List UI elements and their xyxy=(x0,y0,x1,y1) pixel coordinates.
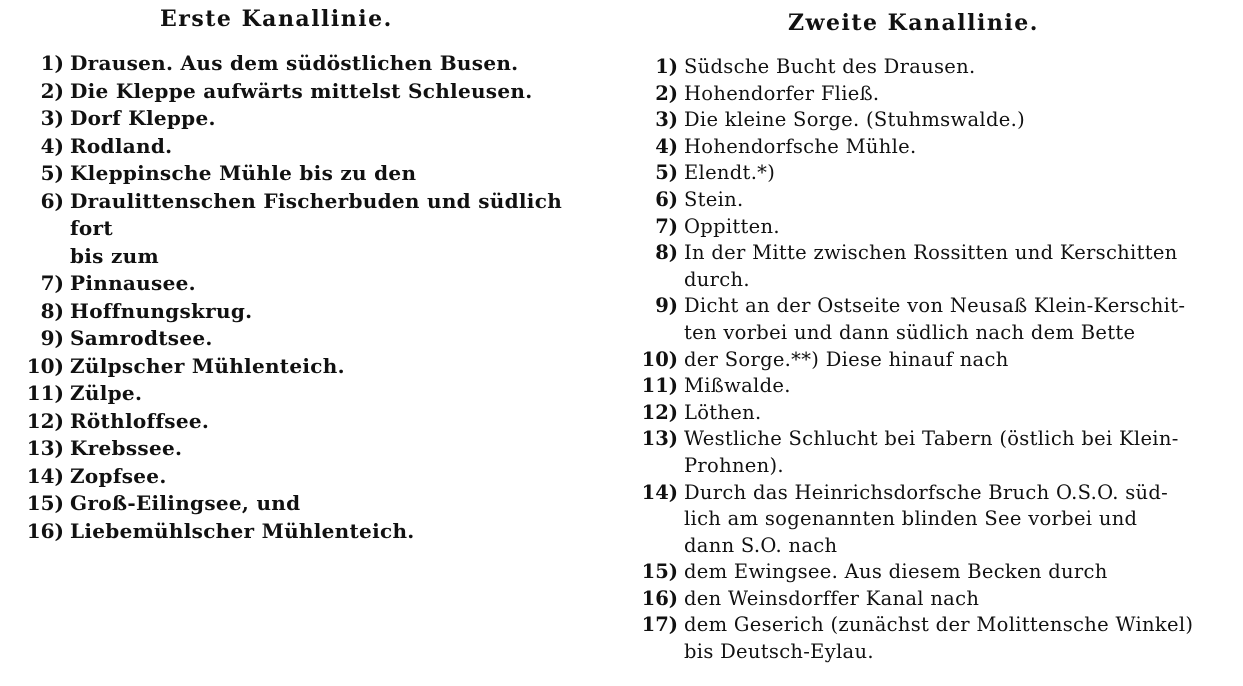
list-item xyxy=(8,105,608,133)
list-item xyxy=(636,134,1226,161)
item-text: Dorf Kleppe. xyxy=(70,106,216,130)
item-number: 9) xyxy=(655,294,678,318)
item-text: Mißwalde. xyxy=(684,374,791,398)
item-text: Dicht an der Ostseite von Neusaß Klein-Kerschit- ten vorbei und dann südlich nach dem Bette xyxy=(684,294,1186,344)
item-text: Rodland. xyxy=(70,133,173,158)
item-text: Draulittenschen Fischerbuden und südlich fort bis zum xyxy=(70,188,563,268)
list-item xyxy=(8,380,608,408)
item-number: 17) xyxy=(641,613,678,637)
item-number: 15) xyxy=(26,491,64,515)
item-number: 3) xyxy=(40,106,64,130)
item-text: Samrodtsee. xyxy=(70,326,213,350)
item-text: dem Geserich (zunächst der Molittensche Winkel) bis Deutsch-Eylau. xyxy=(684,613,1194,664)
item-text: Oppitten. xyxy=(684,214,780,238)
list-item xyxy=(8,188,608,271)
item-number: 14) xyxy=(26,463,64,488)
list-item xyxy=(8,298,608,326)
list-item xyxy=(636,559,1226,586)
item-text: Krebssee. xyxy=(70,436,183,460)
list-item xyxy=(8,160,608,188)
list-item xyxy=(8,325,608,353)
item-text: Stein. xyxy=(684,187,744,211)
item-number: 1) xyxy=(655,55,678,78)
list-item xyxy=(636,480,1226,560)
list-item xyxy=(8,133,608,161)
list-item xyxy=(636,347,1226,374)
item-number: 8) xyxy=(40,298,64,323)
item-number: 5) xyxy=(655,161,678,185)
list-item xyxy=(636,373,1226,400)
item-number: 14) xyxy=(641,480,678,504)
list-item xyxy=(8,518,608,546)
left-route-list xyxy=(8,50,608,545)
item-number: 7) xyxy=(40,271,64,295)
list-item xyxy=(636,400,1226,427)
list-item xyxy=(636,426,1226,479)
list-item xyxy=(8,50,608,78)
list-item xyxy=(8,270,608,298)
item-text: Drausen. Aus dem südöstlichen Busen. xyxy=(70,51,519,75)
list-item xyxy=(636,214,1226,241)
list-item xyxy=(8,490,608,518)
item-text: dem Ewingsee. Aus diesem Becken durch xyxy=(684,560,1108,584)
item-text: Zopfsee. xyxy=(70,463,167,488)
list-item xyxy=(8,408,608,436)
item-text: Elendt.*) xyxy=(684,161,776,185)
list-item xyxy=(636,293,1226,346)
list-item xyxy=(636,240,1226,293)
item-number: 16) xyxy=(26,518,64,543)
item-text: Röthloffsee. xyxy=(70,408,210,433)
item-text: der Sorge.**) Diese hinauf nach xyxy=(684,347,1009,371)
item-number: 1) xyxy=(40,51,64,75)
item-number: 13) xyxy=(26,436,64,460)
item-number: 2) xyxy=(655,81,678,105)
list-item xyxy=(636,160,1226,187)
item-text: Löthen. xyxy=(684,400,762,424)
item-number: 12) xyxy=(26,408,64,433)
list-item xyxy=(636,187,1226,214)
item-text: Hoffnungskrug. xyxy=(70,298,253,323)
item-number: 3) xyxy=(655,108,678,132)
item-text: Groß-Eilingsee, und xyxy=(70,491,301,515)
item-text: Zülpe. xyxy=(70,381,143,405)
item-number: 2) xyxy=(40,78,64,103)
item-number: 16) xyxy=(641,586,678,610)
list-item xyxy=(8,463,608,491)
item-text: Hohendorfsche Mühle. xyxy=(684,134,917,158)
item-number: 7) xyxy=(655,214,678,238)
item-text: Pinnausee. xyxy=(70,271,196,295)
right-route-list xyxy=(636,54,1226,666)
item-text: In der Mitte zwischen Rossitten und Kerschitten durch. xyxy=(684,241,1178,291)
item-number: 9) xyxy=(40,326,64,350)
item-number: 15) xyxy=(641,560,678,584)
item-text: Südsche Bucht des Drausen. xyxy=(684,55,976,78)
item-number: 5) xyxy=(40,161,64,185)
item-text: den Weinsdorffer Kanal nach xyxy=(684,586,980,610)
list-item xyxy=(8,435,608,463)
list-item xyxy=(8,78,608,106)
list-item xyxy=(636,586,1226,613)
list-item xyxy=(636,81,1226,108)
item-number: 11) xyxy=(641,374,678,398)
item-text: Zülpscher Mühlenteich. xyxy=(70,353,345,378)
item-text: Kleppinsche Mühle bis zu den xyxy=(70,161,417,185)
item-number: 6) xyxy=(655,187,678,211)
item-text: Hohendorfer Fließ. xyxy=(684,81,880,105)
item-text: Die kleine Sorge. (Stuhmswalde.) xyxy=(684,108,1025,132)
item-number: 13) xyxy=(641,427,678,451)
list-item xyxy=(8,353,608,381)
left-column-title: Erste Kanallinie. xyxy=(160,6,393,32)
item-number: 8) xyxy=(655,241,678,265)
item-number: 10) xyxy=(641,347,678,371)
item-text: Liebemühlscher Mühlenteich. xyxy=(70,518,415,543)
right-column-title: Zweite Kanallinie. xyxy=(788,10,1039,36)
item-number: 4) xyxy=(40,133,64,158)
item-text: Westliche Schlucht bei Tabern (östlich bei Klein- Prohnen). xyxy=(684,427,1179,477)
item-text: Die Kleppe aufwärts mittelst Schleusen. xyxy=(70,78,533,103)
list-item xyxy=(636,107,1226,134)
item-number: 10) xyxy=(26,353,64,378)
list-item xyxy=(636,54,1226,81)
item-number: 6) xyxy=(40,188,64,213)
item-text: Durch das Heinrichsdorfsche Bruch O.S.O. süd- lich am sogenannten blinden See vorbei und dann S.O. nach xyxy=(684,480,1169,557)
item-number: 4) xyxy=(655,134,678,158)
list-item xyxy=(636,612,1226,665)
item-number: 11) xyxy=(26,381,64,405)
item-number: 12) xyxy=(641,400,678,424)
